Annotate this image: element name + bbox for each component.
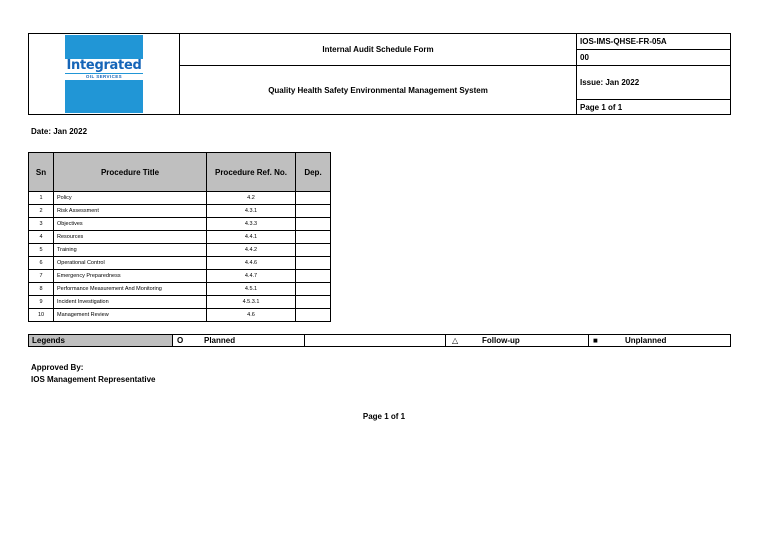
cell-ref: 4.3.1 [207, 205, 296, 218]
table-row [29, 244, 331, 257]
document-code: IOS-IMS-QHSE-FR-05A [577, 34, 731, 50]
cell-sn: 5 [29, 244, 54, 257]
company-logo [65, 35, 143, 113]
cell-title: Training [54, 244, 207, 257]
table-row [29, 270, 331, 283]
cell-sn: 1 [29, 192, 54, 205]
cell-dep [296, 231, 331, 244]
column-header-ref: Procedure Ref. No. [207, 153, 296, 192]
logo-wordmark: Integrated [66, 58, 142, 73]
approval-block [31, 362, 155, 386]
cell-dep [296, 283, 331, 296]
cell-sn: 9 [29, 296, 54, 309]
column-header-dep: Dep. [296, 153, 331, 192]
revision-number: 00 [577, 50, 731, 66]
cell-title: Incident Investigation [54, 296, 207, 309]
column-header-title: Procedure Title [54, 153, 207, 192]
table-row [29, 218, 331, 231]
cell-ref: 4.5.3.1 [207, 296, 296, 309]
cell-sn: 6 [29, 257, 54, 270]
logo-subtitle: OIL SERVICES [65, 74, 143, 80]
cell-ref: 4.4.7 [207, 270, 296, 283]
approved-by-label: Approved By: [31, 363, 84, 372]
form-header [28, 33, 731, 115]
cell-sn: 7 [29, 270, 54, 283]
cell-dep [296, 309, 331, 322]
table-row [29, 296, 331, 309]
cell-dep [296, 205, 331, 218]
cell-title: Emergency Preparedness [54, 270, 207, 283]
approver-title: IOS Management Representative [31, 375, 156, 384]
cell-sn: 4 [29, 231, 54, 244]
page-indicator: Page 1 of 1 [577, 100, 731, 115]
column-header-sn: Sn [29, 153, 54, 192]
cell-ref: 4.3.3 [207, 218, 296, 231]
legend-planned: Planned [204, 335, 305, 347]
cell-dep [296, 257, 331, 270]
schedule-date: Date: Jan 2022 [31, 127, 88, 136]
table-row [29, 192, 331, 205]
page-footer: Page 1 of 1 [362, 412, 406, 421]
cell-title: Management Review [54, 309, 207, 322]
cell-dep [296, 270, 331, 283]
cell-ref: 4.2 [207, 192, 296, 205]
logo-cell [29, 34, 180, 115]
legend-bar [28, 334, 731, 347]
cell-ref: 4.4.1 [207, 231, 296, 244]
cell-sn: 3 [29, 218, 54, 231]
legend-unplanned: Unplanned [625, 335, 731, 347]
table-row [29, 231, 331, 244]
procedure-table [28, 152, 331, 322]
legend-spacer [305, 335, 446, 347]
cell-dep [296, 218, 331, 231]
cell-dep [296, 192, 331, 205]
cell-title: Risk Assessment [54, 205, 207, 218]
cell-title: Performance Measurement And Monitoring [54, 283, 207, 296]
form-title: Internal Audit Schedule Form [180, 34, 577, 66]
cell-ref: 4.4.2 [207, 244, 296, 257]
table-row [29, 205, 331, 218]
cell-sn: 2 [29, 205, 54, 218]
cell-ref: 4.4.6 [207, 257, 296, 270]
cell-dep [296, 244, 331, 257]
table-row [29, 283, 331, 296]
cell-title: Policy [54, 192, 207, 205]
cell-title: Operational Control [54, 257, 207, 270]
table-row [29, 257, 331, 270]
unplanned-icon: ■ [589, 335, 626, 347]
cell-sn: 8 [29, 283, 54, 296]
cell-title: Objectives [54, 218, 207, 231]
cell-title: Resources [54, 231, 207, 244]
table-row [29, 309, 331, 322]
system-title: Quality Health Safety Environmental Management System [180, 66, 577, 115]
planned-icon: O [173, 335, 205, 347]
issue-date: Issue: Jan 2022 [577, 66, 731, 100]
legend-label: Legends [29, 335, 173, 347]
follow-up-icon: △ [446, 335, 483, 347]
cell-dep [296, 296, 331, 309]
cell-sn: 10 [29, 309, 54, 322]
cell-ref: 4.6 [207, 309, 296, 322]
cell-ref: 4.5.1 [207, 283, 296, 296]
legend-follow-up: Follow-up [482, 335, 589, 347]
